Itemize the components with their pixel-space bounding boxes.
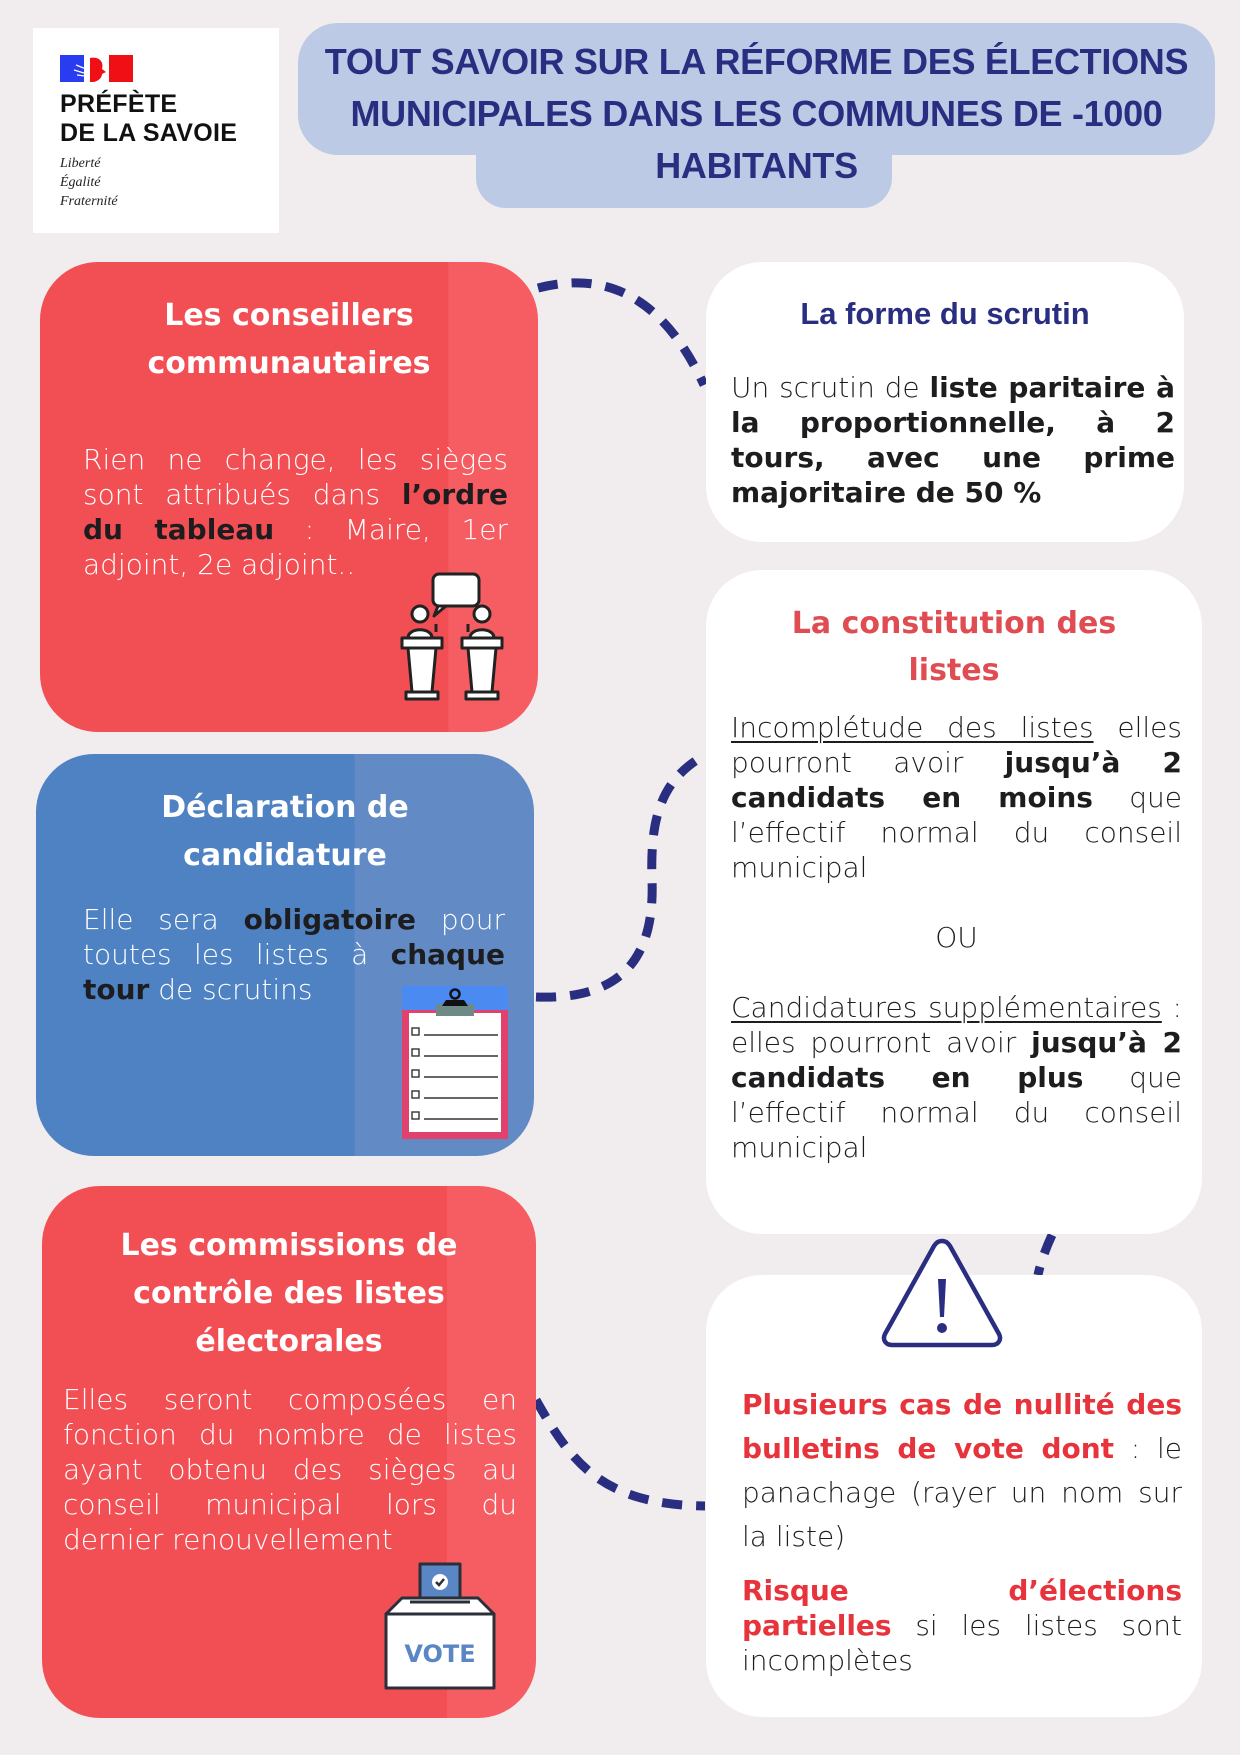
candidatures-supplementaires-paragraph: Candidatures supplémentaires : elles pourront avoir jusqu’à 2 candidats en plus que l’effectif normal du conseil municipal <box>731 991 1182 1164</box>
prefecture-logo <box>33 28 279 233</box>
card-title: Les conseillers communautaires <box>147 298 431 381</box>
debate-podiums-icon <box>400 572 505 702</box>
card-body: Un scrutin de liste paritaire à la proportionnelle, à 2 tours, avec une prime majoritaire de 50 % <box>731 371 1175 509</box>
card-body: Elles seront composées en fonction du nombre de listes ayant obtenu des sièges au conseil municipal lors du dernier renouvellement <box>63 1383 517 1556</box>
card-forme-scrutin <box>706 262 1184 542</box>
card-conseillers-communautaires <box>40 262 538 732</box>
card-title: Les commissions de contrôle des listes électorales <box>120 1228 458 1359</box>
card-title: La forme du scrutin <box>800 296 1090 331</box>
connector-commissions-nullite <box>536 1400 705 1506</box>
nullite-paragraph: Plusieurs cas de nullité des bulletins de vote dont : le panachage (rayer un nom sur la liste) <box>742 1388 1182 1553</box>
prefecture-name: PRÉFÈTE DE LA SAVOIE <box>60 90 238 147</box>
card-body <box>742 1383 1182 1678</box>
card-body <box>731 710 1182 1165</box>
elections-partielles-paragraph: Risque d’élections partielles si les listes sont incomplètes <box>742 1574 1182 1677</box>
card-commissions-controle <box>42 1186 536 1718</box>
warning-triangle-icon <box>880 1235 1004 1351</box>
card-title: La constitution des listes <box>791 606 1117 688</box>
marianne-flag-icon <box>60 55 133 82</box>
card-body: Rien ne change, les sièges sont attribués dans l’ordre du tableau : Maire, 1er adjoint, 2e adjoint.. <box>83 443 509 581</box>
clipboard-checklist-icon <box>402 986 508 1139</box>
ballot-box-icon <box>384 1562 496 1692</box>
connector-constitution-nullite <box>1038 1235 1052 1275</box>
card-body: Elle sera obligatoire pour toutes les listes à chaque tour de scrutins <box>83 903 506 1006</box>
connector-conseillers-scrutin <box>538 283 704 385</box>
ballot-label: VOTE <box>404 1640 476 1668</box>
separator-ou: OU <box>935 921 978 954</box>
republic-motto: Liberté Égalité Fraternité <box>60 156 118 209</box>
page-title: TOUT SAVOIR SUR LA RÉFORME DES ÉLECTIONS MUNICIPALES DANS LES COMMUNES DE -1000 HABITANTS <box>324 41 1189 186</box>
card-declaration-candidature <box>36 754 534 1156</box>
connector-declaration-constitution <box>536 755 705 997</box>
card-title: Déclaration de candidature <box>161 790 409 873</box>
card-constitution-listes <box>706 570 1202 1234</box>
incompletude-paragraph: Incomplétude des listes elles pourront avoir jusqu’à 2 candidats en moins que l’effectif normal du conseil municipal <box>731 711 1183 884</box>
